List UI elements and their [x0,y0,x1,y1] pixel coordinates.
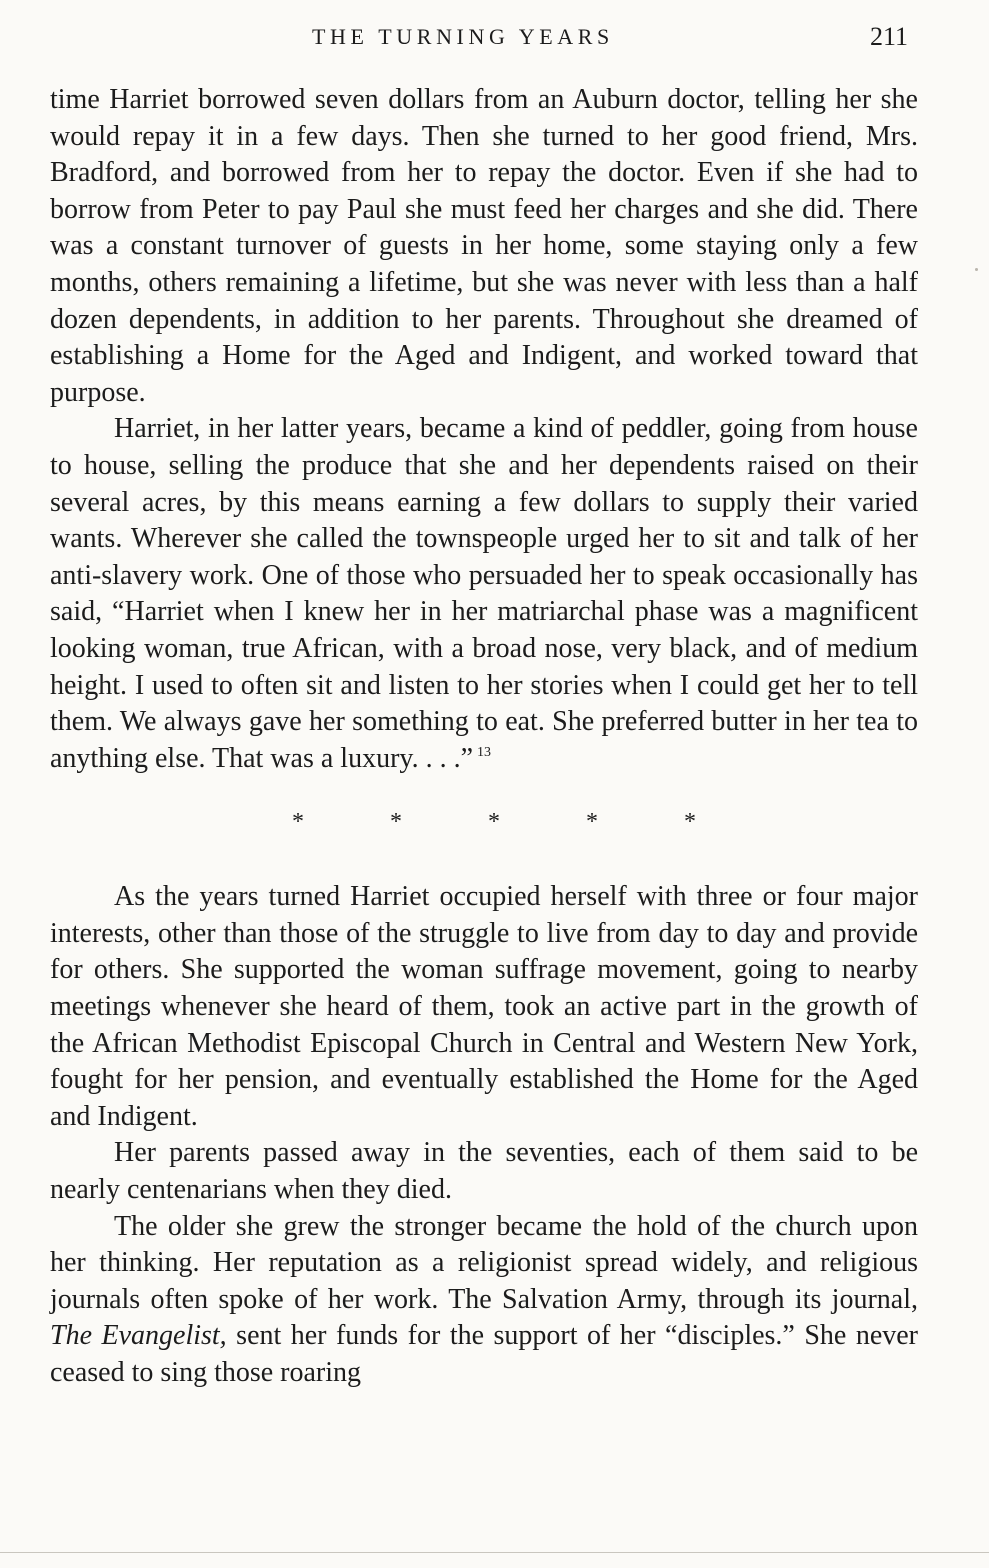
paragraph-text: The older she grew the stronger became the hold of the church upon her thinking. Her reputation as a religionist spread widely, and religious journals often spoke of her work. The Salvation Army, through its journal, [50,1210,918,1315]
running-head [0,22,989,56]
paper-speck [975,268,978,271]
asterism-star: * [488,809,500,836]
section-break [50,777,918,879]
scan-edge-line [0,1552,989,1553]
asterism-star: * [390,809,402,836]
body-text [50,82,918,1392]
journal-title: The Evangelist, [50,1320,227,1352]
paragraph-church [50,1209,918,1392]
paragraph-continuation: time Harriet borrowed seven dollars from an Auburn doctor, telling her she would repay it in a few days. Then she turned to her good friend, Mrs. Bradford, and borrowed from her to repay the doctor. Even if she had to borrow from Peter to pay Paul she must feed her charges and she did. There was a constant turnover of guests in her home, some staying only a few months, others remaining a lifetime, but she was never with less than a half dozen dependents, in addition to her parents. Throughout she dreamed of establishing a Home for the Aged and Indigent, and worked toward that purpose. [50,84,918,408]
paragraph-interests: As the years turned Harriet occupied herself with three or four major interests, other than those of the struggle to live from day to day and provide for others. She supported the woman suffrage movement, going to nearby meetings whenever she heard of them, took an active part in the growth of the African Methodist Episcopal Church in Central and Western New York, fought for her pension, and eventually established the Home for the Aged and Indigent. [50,881,918,1132]
paragraph-parents: Her parents passed away in the seventies, each of them said to be nearly centenarians when they died. [50,1137,918,1206]
running-title: THE TURNING YEARS [312,24,614,49]
page-number: 211 [870,22,909,51]
asterism-star: * [586,809,598,836]
paragraph-text: Harriet, in her latter years, became a kind of peddler, going from house to house, selling the produce that she and her dependents raised on their several acres, by this means earning a few dollars to supply their varied wants. Wherever she called the townspeople urged her to sit and talk of her anti-slavery work. One of those who persuaded her to speak occasionally has said, “Harriet when I knew her in her matriarchal phase was a magnificent looking woman, true African, with a broad nose, very black, and of medium height. I used to often sit and listen to her stories when I could get her to tell them. We always gave her something to eat. She preferred butter in her tea to anything else. That was a luxury. . . .” [50,413,918,774]
paragraph-text: sent her funds for the support of her “disciples.” She never ceased to sing those roaring [50,1320,919,1388]
paragraph-peddler [50,411,918,777]
footnote-reference: 13 [477,745,492,761]
asterism-star: * [684,809,696,836]
asterism-star: * [292,809,304,836]
